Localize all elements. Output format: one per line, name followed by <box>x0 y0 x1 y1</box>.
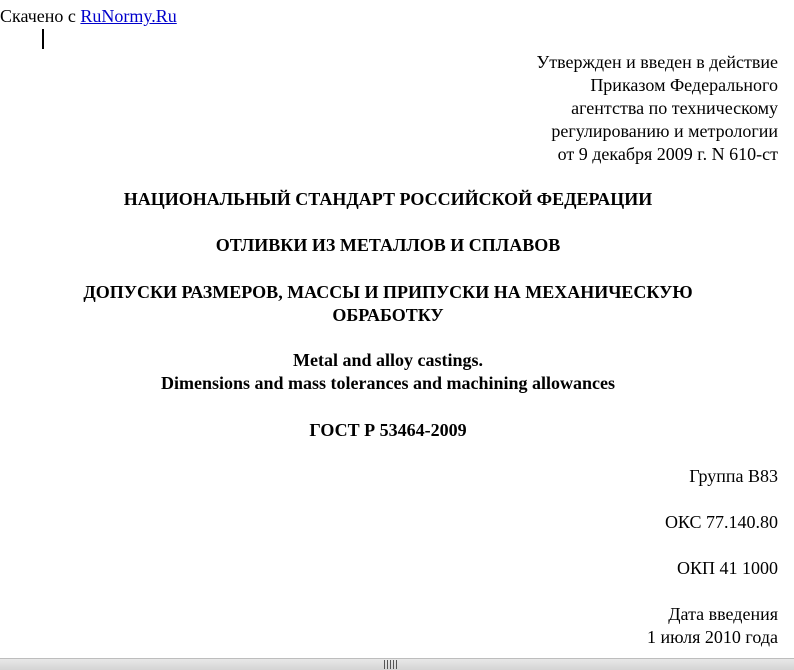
english-title-line1: Metal and alloy castings. <box>292 350 483 370</box>
horizontal-scrollbar[interactable] <box>0 658 794 670</box>
group-code: Группа B83 <box>689 466 778 486</box>
english-title-line2: Dimensions and mass tolerances and machining allowances <box>160 373 616 393</box>
oks-code: ОКС 77.140.80 <box>664 512 778 532</box>
source-prefix: Скачено с <box>0 6 81 26</box>
tolerances-title-line2: ОБРАБОТКУ <box>332 305 444 325</box>
approval-line: регулированию и метрологии <box>551 121 778 141</box>
national-standard-title: НАЦИОНАЛЬНЫЙ СТАНДАРТ РОССИЙСКОЙ ФЕДЕРАЦИИ <box>123 189 653 209</box>
approval-block <box>536 51 778 166</box>
okp-code: ОКП 41 1000 <box>676 558 778 578</box>
approval-line: от 9 декабря 2009 г. N 610-ст <box>557 144 778 164</box>
scrollbar-grip-icon[interactable] <box>384 660 398 669</box>
castings-title: ОТЛИВКИ ИЗ МЕТАЛЛОВ И СПЛАВОВ <box>215 235 561 255</box>
english-title <box>0 349 776 395</box>
introduction-date-value: 1 июля 2010 года <box>647 627 778 647</box>
tolerances-title-line1: ДОПУСКИ РАЗМЕРОВ, МАССЫ И ПРИПУСКИ НА МЕХАНИЧЕСКУЮ <box>83 282 693 302</box>
tolerances-title <box>0 281 776 327</box>
introduction-date <box>647 603 778 649</box>
approval-line: Приказом Федерального <box>590 75 778 95</box>
source-link[interactable]: RuNormy.Ru <box>80 6 177 26</box>
introduction-date-label: Дата введения <box>668 604 778 624</box>
text-cursor <box>42 29 44 49</box>
approval-line: Утвержден и введен в действие <box>536 52 778 72</box>
source-line <box>0 5 177 28</box>
gost-number: ГОСТ Р 53464-2009 <box>309 420 467 440</box>
approval-line: агентства по техническому <box>571 98 778 118</box>
